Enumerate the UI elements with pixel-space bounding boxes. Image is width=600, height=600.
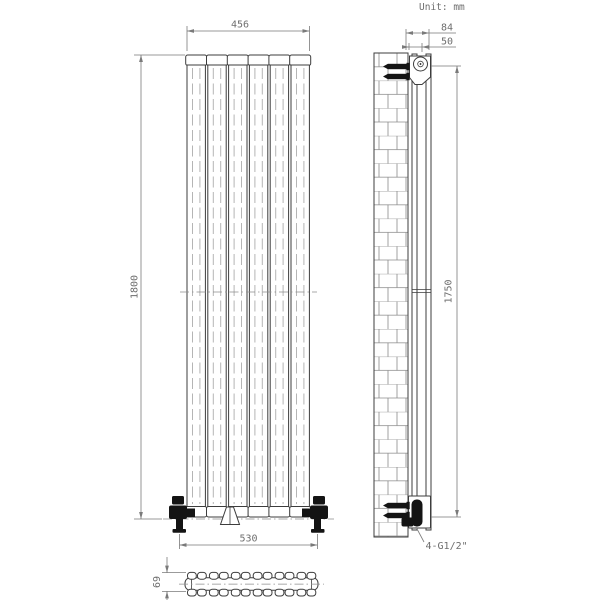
section-view [179,572,324,596]
radiator-front-panel [426,54,431,530]
dim-front-height [130,55,186,519]
radiator-back-panel [412,54,417,530]
dim-valve-centres-label: 530 [239,533,258,545]
front-view [163,55,334,533]
dim-section-depth [152,557,186,600]
unit-label: Unit: mm [419,2,465,13]
dim-front-width-label: 456 [230,19,250,31]
side-view [374,53,431,542]
dim-front-width [187,20,310,52]
dim-side-total-depth-label: 84 [440,22,454,34]
dim-side-fixing-height-label: 1750 [443,279,455,304]
connection-thread-label: 4-G1/2" [425,541,468,552]
dim-side-bracket-depth-label: 50 [440,36,454,48]
dim-valve-centres [180,534,318,550]
dim-front-height-label: 1800 [129,274,141,300]
dim-section-depth-label: 69 [152,575,163,589]
brick-wall [374,53,408,537]
connection-leader [416,527,424,542]
dim-side-fixing-height [431,66,461,517]
